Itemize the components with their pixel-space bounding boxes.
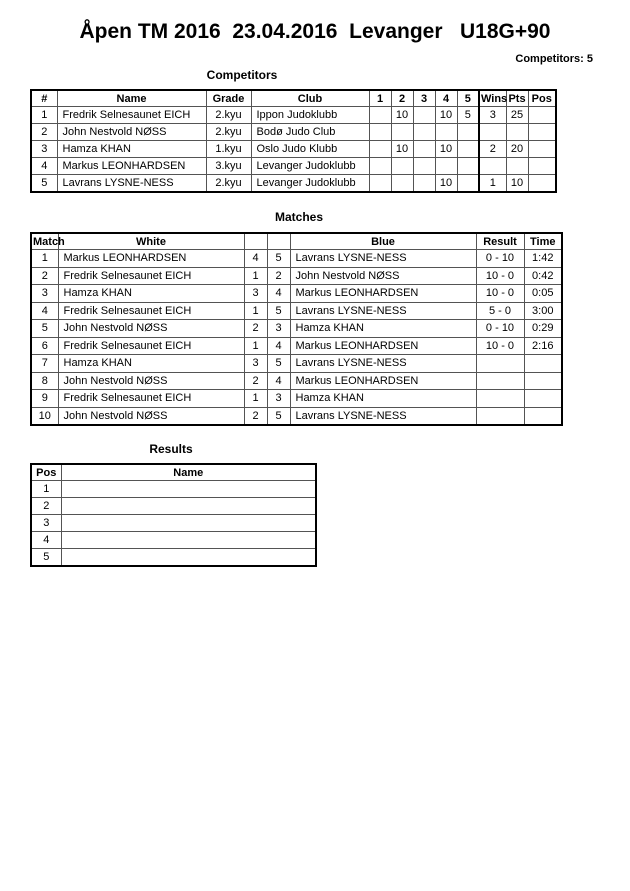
col-header-name: Name — [61, 464, 316, 481]
competitor-name: Fredrik Selnesaunet EICH — [57, 107, 206, 124]
result-vs-3 — [413, 141, 435, 158]
competitor-position — [528, 107, 556, 124]
white-player-number: 1 — [244, 390, 267, 408]
match-result: 10 - 0 — [476, 337, 524, 355]
competitors-table — [30, 89, 557, 193]
competitor-number: 3 — [31, 141, 57, 158]
white-player-name: Markus LEONHARDSEN — [58, 250, 244, 268]
blue-player-name: Lavrans LYSNE-NESS — [290, 355, 476, 373]
blue-player-number: 4 — [267, 285, 290, 303]
match-number: 1 — [31, 250, 58, 268]
competitor-name: Lavrans LYSNE-NESS — [57, 175, 206, 193]
result-name — [61, 481, 316, 498]
match-number: 5 — [31, 320, 58, 338]
competitor-wins: 1 — [479, 175, 506, 193]
blue-player-name: Markus LEONHARDSEN — [290, 285, 476, 303]
col-header-r4: 4 — [435, 90, 457, 107]
competitor-row — [31, 107, 556, 124]
col-header-r2: 2 — [391, 90, 413, 107]
result-vs-1 — [369, 124, 391, 141]
competitor-club: Ippon Judoklubb — [251, 107, 369, 124]
white-player-name: John Nestvold NØSS — [58, 320, 244, 338]
competitor-grade: 2.kyu — [206, 175, 251, 193]
competitor-number: 5 — [31, 175, 57, 193]
match-row — [31, 285, 562, 303]
match-result — [476, 355, 524, 373]
competitor-points: 25 — [506, 107, 528, 124]
col-header-match: Match — [31, 233, 58, 250]
match-number: 8 — [31, 372, 58, 390]
blue-player-number: 3 — [267, 390, 290, 408]
match-number: 3 — [31, 285, 58, 303]
result-vs-3 — [413, 124, 435, 141]
white-player-name: Hamza KHAN — [58, 355, 244, 373]
result-name — [61, 498, 316, 515]
result-row — [31, 481, 316, 498]
result-position: 4 — [31, 532, 61, 549]
blue-player-name: Lavrans LYSNE-NESS — [290, 302, 476, 320]
result-position: 5 — [31, 549, 61, 567]
match-result: 10 - 0 — [476, 285, 524, 303]
competitor-grade: 3.kyu — [206, 158, 251, 175]
result-vs-5: 5 — [457, 107, 479, 124]
white-player-name: Hamza KHAN — [58, 285, 244, 303]
match-time — [524, 407, 562, 425]
col-header-pts: Pts — [506, 90, 528, 107]
match-time: 0:42 — [524, 267, 562, 285]
blue-player-name: Markus LEONHARDSEN — [290, 337, 476, 355]
blue-player-number: 3 — [267, 320, 290, 338]
white-player-number: 1 — [244, 302, 267, 320]
match-number: 4 — [31, 302, 58, 320]
match-row — [31, 355, 562, 373]
competitors-section-title: Competitors — [206, 68, 278, 82]
result-vs-5 — [457, 175, 479, 193]
match-result — [476, 390, 524, 408]
blue-player-name: Lavrans LYSNE-NESS — [290, 250, 476, 268]
result-vs-2: 10 — [391, 141, 413, 158]
results-header-row — [31, 464, 316, 481]
competitor-club: Levanger Judoklubb — [251, 158, 369, 175]
competitors-count-label: Competitors: 5 — [515, 53, 593, 65]
match-row — [31, 302, 562, 320]
white-player-number: 1 — [244, 267, 267, 285]
results-table — [30, 463, 317, 567]
result-name — [61, 549, 316, 567]
competitor-number: 2 — [31, 124, 57, 141]
match-number: 6 — [31, 337, 58, 355]
result-vs-2 — [391, 175, 413, 193]
white-player-number: 1 — [244, 337, 267, 355]
col-header-result: Result — [476, 233, 524, 250]
page-title: Åpen TM 2016 23.04.2016 Levanger U18G+90 — [79, 20, 551, 43]
match-time: 2:16 — [524, 337, 562, 355]
blue-player-number: 2 — [267, 267, 290, 285]
blue-player-name: John Nestvold NØSS — [290, 267, 476, 285]
col-header-white: White — [58, 233, 244, 250]
matches-section-title: Matches — [274, 210, 324, 224]
col-header-wins: Wins — [479, 90, 506, 107]
white-player-number: 2 — [244, 407, 267, 425]
result-name — [61, 532, 316, 549]
blue-player-number: 5 — [267, 250, 290, 268]
match-result — [476, 407, 524, 425]
col-header-pos: Pos — [31, 464, 61, 481]
result-vs-3 — [413, 107, 435, 124]
match-result: 0 - 10 — [476, 320, 524, 338]
result-vs-4: 10 — [435, 141, 457, 158]
result-position: 1 — [31, 481, 61, 498]
match-result — [476, 372, 524, 390]
white-player-name: John Nestvold NØSS — [58, 407, 244, 425]
white-player-number: 3 — [244, 285, 267, 303]
competitor-name: Hamza KHAN — [57, 141, 206, 158]
col-header-club: Club — [251, 90, 369, 107]
match-time: 0:05 — [524, 285, 562, 303]
result-vs-2: 10 — [391, 107, 413, 124]
white-player-name: Fredrik Selnesaunet EICH — [58, 390, 244, 408]
competitor-wins — [479, 124, 506, 141]
match-row — [31, 337, 562, 355]
result-vs-2 — [391, 158, 413, 175]
white-player-number: 4 — [244, 250, 267, 268]
blue-player-number: 5 — [267, 302, 290, 320]
competitor-grade: 2.kyu — [206, 107, 251, 124]
competitor-grade: 2.kyu — [206, 124, 251, 141]
competitor-name: John Nestvold NØSS — [57, 124, 206, 141]
result-vs-3 — [413, 175, 435, 193]
white-player-name: Fredrik Selnesaunet EICH — [58, 267, 244, 285]
competitor-points: 20 — [506, 141, 528, 158]
result-vs-5 — [457, 124, 479, 141]
match-result: 10 - 0 — [476, 267, 524, 285]
match-row — [31, 407, 562, 425]
competitor-wins: 3 — [479, 107, 506, 124]
white-player-name: Fredrik Selnesaunet EICH — [58, 337, 244, 355]
competitor-row — [31, 158, 556, 175]
col-header-grade: Grade — [206, 90, 251, 107]
result-row — [31, 515, 316, 532]
col-header-num: # — [31, 90, 57, 107]
matches-table — [30, 232, 563, 426]
competitor-position — [528, 124, 556, 141]
match-number: 2 — [31, 267, 58, 285]
result-vs-1 — [369, 175, 391, 193]
blue-player-number: 5 — [267, 407, 290, 425]
competitor-club: Levanger Judoklubb — [251, 175, 369, 193]
match-row — [31, 250, 562, 268]
white-player-number: 3 — [244, 355, 267, 373]
match-result: 0 - 10 — [476, 250, 524, 268]
result-row — [31, 532, 316, 549]
result-row — [31, 549, 316, 567]
white-player-name: John Nestvold NØSS — [58, 372, 244, 390]
result-vs-4: 10 — [435, 175, 457, 193]
match-time: 1:42 — [524, 250, 562, 268]
competitor-position — [528, 175, 556, 193]
result-position: 3 — [31, 515, 61, 532]
match-time — [524, 355, 562, 373]
match-row — [31, 390, 562, 408]
competitor-position — [528, 141, 556, 158]
competitor-name: Markus LEONHARDSEN — [57, 158, 206, 175]
competitor-row — [31, 175, 556, 193]
result-name — [61, 515, 316, 532]
blue-player-number: 5 — [267, 355, 290, 373]
result-vs-1 — [369, 107, 391, 124]
results-section-title: Results — [149, 442, 193, 456]
competitor-grade: 1.kyu — [206, 141, 251, 158]
competitor-position — [528, 158, 556, 175]
competitor-number: 1 — [31, 107, 57, 124]
match-time — [524, 390, 562, 408]
col-header-pos: Pos — [528, 90, 556, 107]
result-vs-5 — [457, 141, 479, 158]
col-header-name: Name — [57, 90, 206, 107]
blue-player-name: Markus LEONHARDSEN — [290, 372, 476, 390]
col-header-r3: 3 — [413, 90, 435, 107]
col-header-time: Time — [524, 233, 562, 250]
col-header-r1: 1 — [369, 90, 391, 107]
competitor-row — [31, 124, 556, 141]
white-player-number: 2 — [244, 320, 267, 338]
matches-header-row — [31, 233, 562, 250]
match-time: 3:00 — [524, 302, 562, 320]
match-time: 0:29 — [524, 320, 562, 338]
result-row — [31, 498, 316, 515]
blue-player-number: 4 — [267, 372, 290, 390]
blue-player-name: Lavrans LYSNE-NESS — [290, 407, 476, 425]
match-row — [31, 372, 562, 390]
competitor-number: 4 — [31, 158, 57, 175]
blue-player-name: Hamza KHAN — [290, 390, 476, 408]
competitor-wins: 2 — [479, 141, 506, 158]
blue-player-number: 4 — [267, 337, 290, 355]
competitor-points — [506, 158, 528, 175]
result-vs-3 — [413, 158, 435, 175]
competitor-row — [31, 141, 556, 158]
result-vs-5 — [457, 158, 479, 175]
match-time — [524, 372, 562, 390]
col-header-r5: 5 — [457, 90, 479, 107]
col-header-white-num — [244, 233, 267, 250]
match-number: 10 — [31, 407, 58, 425]
col-header-blue: Blue — [290, 233, 476, 250]
result-vs-2 — [391, 124, 413, 141]
result-vs-4 — [435, 124, 457, 141]
competitor-points: 10 — [506, 175, 528, 193]
result-position: 2 — [31, 498, 61, 515]
result-vs-1 — [369, 158, 391, 175]
white-player-number: 2 — [244, 372, 267, 390]
competitor-club: Oslo Judo Klubb — [251, 141, 369, 158]
match-number: 7 — [31, 355, 58, 373]
match-row — [31, 320, 562, 338]
col-header-blue-num — [267, 233, 290, 250]
result-vs-4 — [435, 158, 457, 175]
competitor-club: Bodø Judo Club — [251, 124, 369, 141]
match-number: 9 — [31, 390, 58, 408]
competitor-wins — [479, 158, 506, 175]
match-row — [31, 267, 562, 285]
result-vs-1 — [369, 141, 391, 158]
white-player-name: Fredrik Selnesaunet EICH — [58, 302, 244, 320]
match-result: 5 - 0 — [476, 302, 524, 320]
result-vs-4: 10 — [435, 107, 457, 124]
competitors-header-row — [31, 90, 556, 107]
competitor-points — [506, 124, 528, 141]
blue-player-name: Hamza KHAN — [290, 320, 476, 338]
